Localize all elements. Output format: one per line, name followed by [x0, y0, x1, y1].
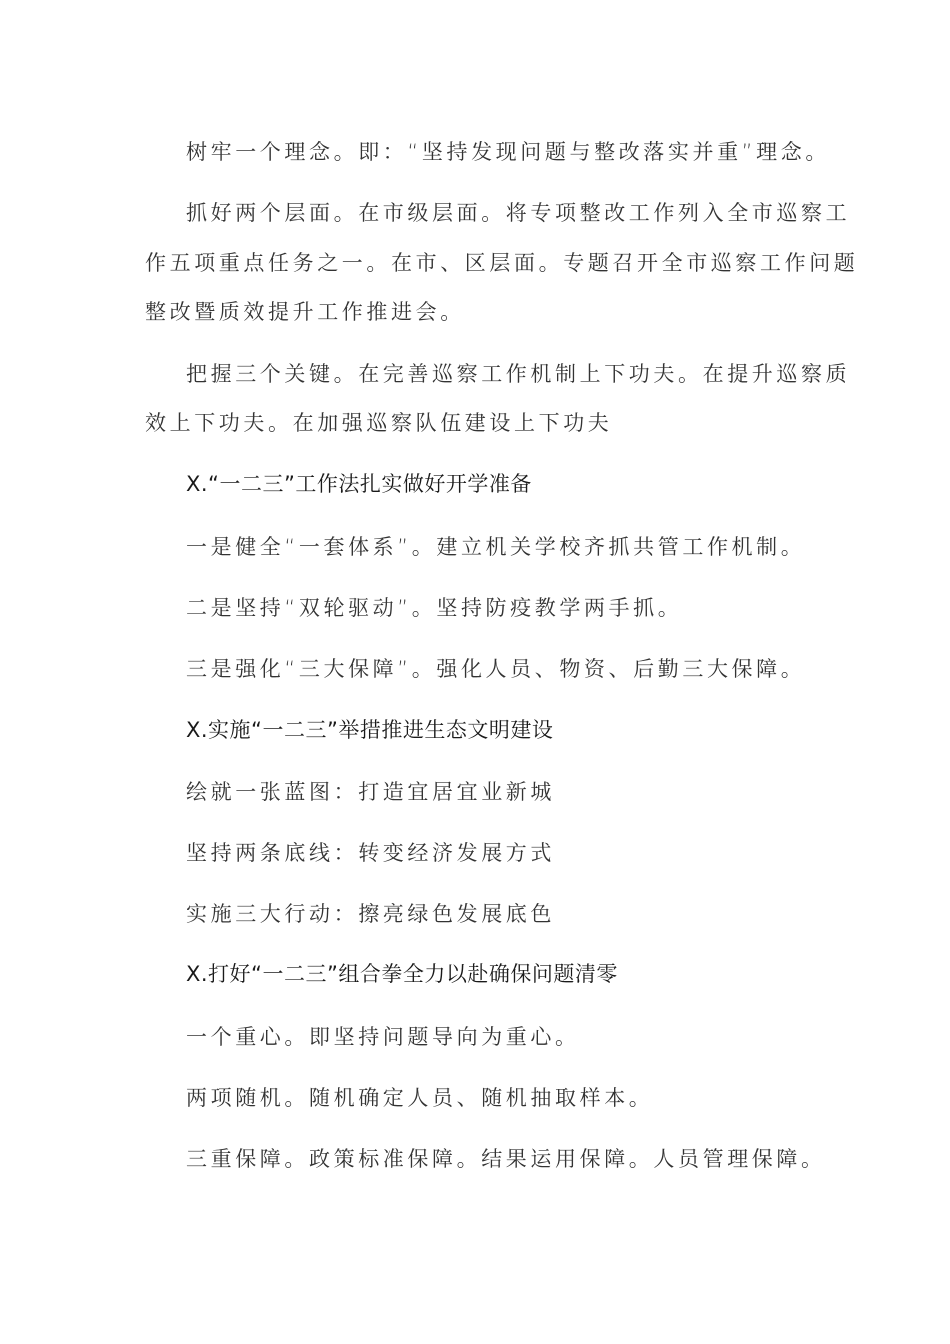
list-item: 绘就一张蓝图：打造宜居宜业新城	[186, 780, 555, 804]
paragraph-line: 抓好两个层面。在市级层面。将专项整改工作列入全市巡察工	[186, 201, 851, 225]
list-item: 三是强化“三大保障”。强化人员、物资、后勤三大保障。	[186, 657, 806, 681]
list-item: 两项随机。随机确定人员、随机抽取样本。	[186, 1086, 654, 1110]
paragraph-line: 树牢一个理念。即：“坚持发现问题与整改落实并重”理念。	[186, 140, 830, 164]
list-item: 实施三大行动：擦亮绿色发展底色	[186, 902, 555, 926]
paragraph-line: 效上下功夫。在加强巡察队伍建设上下功夫	[145, 411, 613, 435]
section-heading: X.“一二三”工作法扎实做好开学准备	[186, 472, 532, 496]
list-item: 一是健全“一套体系”。建立机关学校齐抓共管工作机制。	[186, 535, 806, 559]
list-item: 三重保障。政策标准保障。结果运用保障。人员管理保障。	[186, 1147, 826, 1171]
list-item: 二是坚持“双轮驱动”。坚持防疫教学两手抓。	[186, 596, 683, 620]
section-heading: X.打好“一二三”组合拳全力以赴确保问题清零	[186, 962, 618, 986]
section-heading: X.实施“一二三”举措推进生态文明建设	[186, 718, 554, 742]
list-item: 一个重心。即坚持问题导向为重心。	[186, 1025, 580, 1049]
paragraph-line: 把握三个关键。在完善巡察工作机制上下功夫。在提升巡察质	[186, 362, 851, 386]
paragraph-line: 整改暨质效提升工作推进会。	[145, 300, 465, 324]
paragraph-line: 作五项重点任务之一。在市、区层面。专题召开全市巡察工作问题	[145, 251, 859, 275]
list-item: 坚持两条底线：转变经济发展方式	[186, 841, 555, 865]
